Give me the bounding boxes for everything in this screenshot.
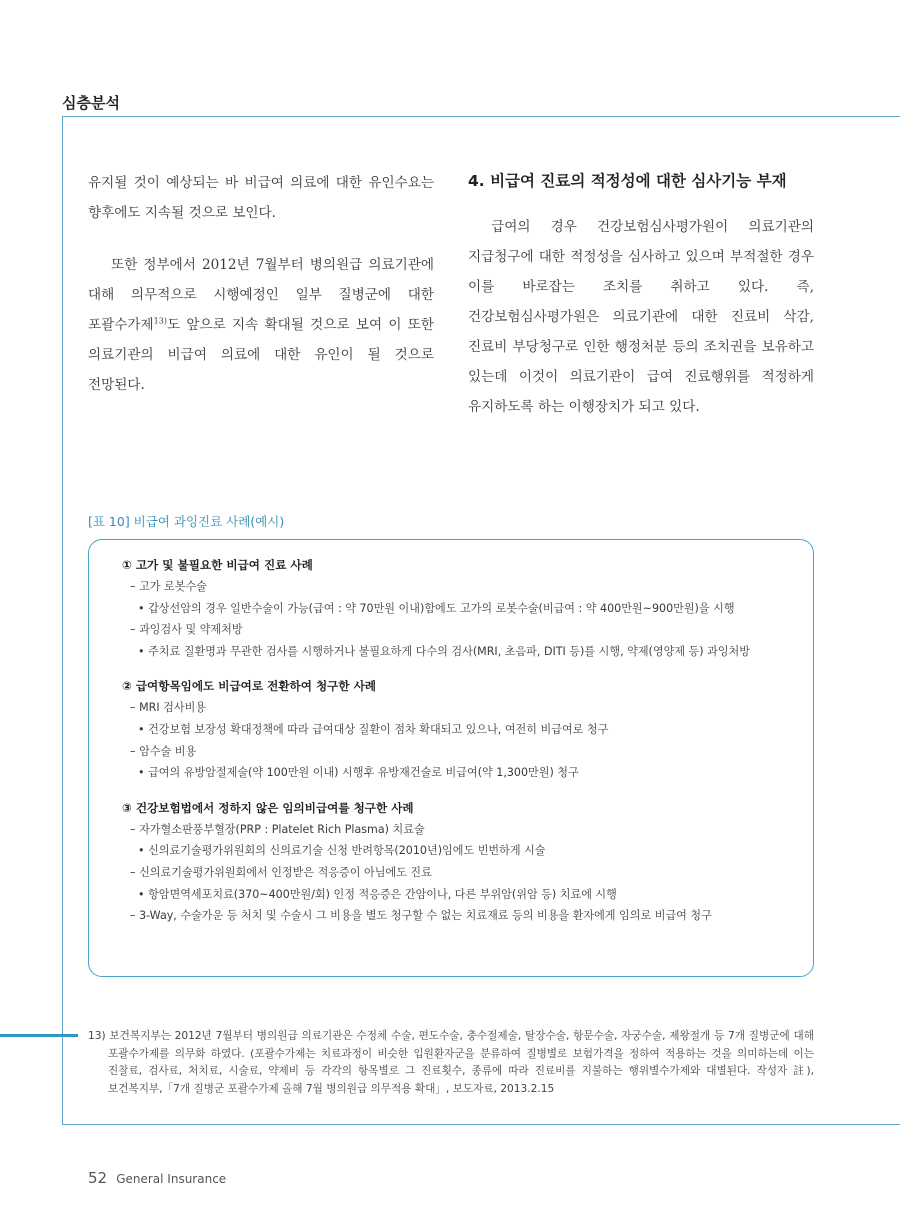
case-dash-item: – MRI 검사비용: [130, 701, 207, 715]
case-bullet-item: • 갑상선암의 경우 일반수술이 가능(급여 : 약 70만원 이내)함에도 고가의 로봇수술(비급여 : 약 400만원~900만원)을 시행: [138, 601, 735, 615]
case-group-1: [122, 554, 791, 662]
case-dash-item: – 신의료기술평가위원회에서 인정받은 적응증이 아님에도 진료: [130, 865, 432, 879]
left-column: [88, 168, 434, 400]
case-dash-item: – 고가 로봇수술: [130, 580, 207, 593]
case-group-title: ③ 건강보험법에서 정하지 않은 임의비급여를 청구한 사례: [122, 800, 414, 815]
left-paragraph-1: 유지될 것이 예상되는 바 비급여 의료에 대한 유인수요는 향후에도 지속될 것으로 보인다.: [88, 175, 434, 221]
frame-left-rule: [62, 116, 63, 1124]
case-examples-box: [88, 539, 814, 977]
footnote-reference[interactable]: 13): [153, 316, 167, 326]
publication-name: General Insurance: [116, 1172, 227, 1186]
case-bullet-item: • 신의료기술평가위원회의 신의료기술 신청 반려항목(2010년)임에도 빈번하게 시술: [138, 844, 546, 858]
frame-top-rule: [62, 116, 900, 117]
case-dash-item: – 과잉검사 및 약제처방: [130, 623, 243, 637]
case-bullet-item: • 주치료 질환명과 무관한 검사를 시행하거나 불필요하게 다수의 검사(MRI, 초음파, DITI 등)를 시행, 약제(영양제 등) 과잉처방: [138, 644, 750, 658]
left-paragraph-2-text-b: 도 앞으로 지속 확대될 것으로 보여 이 또한 의료기관의 비급여 의료에 대한 유인이 될 것으로 전망된다.: [88, 317, 434, 393]
page-number: 52: [88, 1169, 108, 1187]
right-column: [468, 168, 814, 422]
case-group-title: ② 급여항목임에도 비급여로 전환하여 청구한 사례: [122, 679, 376, 694]
left-paragraph-2-text-a: 또한 정부에서 2012년 7월부터 병의원급 의료기관에 대해 의무적으로 시행예정인 일부 질병군에 대한 포괄수가제: [88, 257, 434, 333]
left-paragraph-2: [88, 250, 434, 400]
case-dash-item: – 3-Way, 수술가운 등 처치 및 수술시 그 비용을 별도 청구할 수 없는 치료재료 등의 비용을 환자에게 임의로 비급여 청구: [130, 909, 712, 923]
footnote-13: 13) 보건복지부는 2012년 7월부터 병의원급 의료기관은 수정체 수술, 편도수술, 충수절제술, 탈장수술, 항문수술, 자궁수술, 제왕절개 등 7개 질병군에 대해 포괄수가제를 의무화 하였다. (포괄수가제는 치료과정이 비슷한 입원환자군을 분류하여 질병별로 보험가격을 정하여 적용하는 것을 의미하는데 이는 진찰료, 검사료, 처치료, 시술료, 약제비 등 각각의 항목별로 그 진료횟수, 종류에 따라 진료비를 지불하는 행위별수가제와 대별된다. 작성자 註), 보건복지부,「7개 질병군 포괄수가제 올해 7월 병의원급 의무적용 확대」, 보도자료, 2013.2.15: [88, 1030, 814, 1095]
frame-bottom-rule: [62, 1124, 900, 1125]
table-caption: [표 10] 비급여 과잉진료 사례(예시): [88, 514, 285, 529]
section-heading: 4. 비급여 진료의 적정성에 대한 심사기능 부재: [468, 172, 787, 190]
case-dash-item: – 암수술 비용: [130, 744, 197, 758]
section-label: 심층분석: [62, 94, 120, 112]
right-paragraph: 급여의 경우 건강보험심사평가원이 의료기관의 지급청구에 대한 적정성을 심사하고 있으며 부적절한 경우 이를 바로잡는 조치를 취하고 있다. 즉, 건강보험심사평가원은 의료기관에 대한 진료비 삭감, 진료비 부당청구로 인한 행정처분 등의 조치권을 보유하고 있는데 이것이 의료기관이 급여 진료행위를 적정하게 유지하도록 하는 이행장치가 되고 있다.: [468, 219, 814, 415]
case-bullet-item: • 급여의 유방암절제술(약 100만원 이내) 시행후 유방재건술로 비급여(약 1,300만원) 청구: [138, 766, 579, 780]
case-group-title: ① 고가 및 불필요한 비급여 진료 사례: [122, 558, 313, 572]
page-footer: [88, 1168, 226, 1187]
case-bullet-item: • 건강보험 보장성 확대정책에 따라 급여대상 질환이 점차 확대되고 있으나, 여전히 비급여로 청구: [138, 722, 609, 736]
case-dash-item: – 자가혈소판풍부혈장(PRP : Platelet Rich Plasma) 치료술: [130, 822, 425, 836]
case-group-2: [122, 675, 791, 783]
footnote-marker-bar: [0, 1034, 78, 1037]
case-bullet-item: • 항암면역세포치료(370~400만원/회) 인정 적응증은 간암이나, 다른 부위암(위암 등) 치료에 시행: [138, 887, 617, 901]
case-group-3: [122, 797, 791, 927]
